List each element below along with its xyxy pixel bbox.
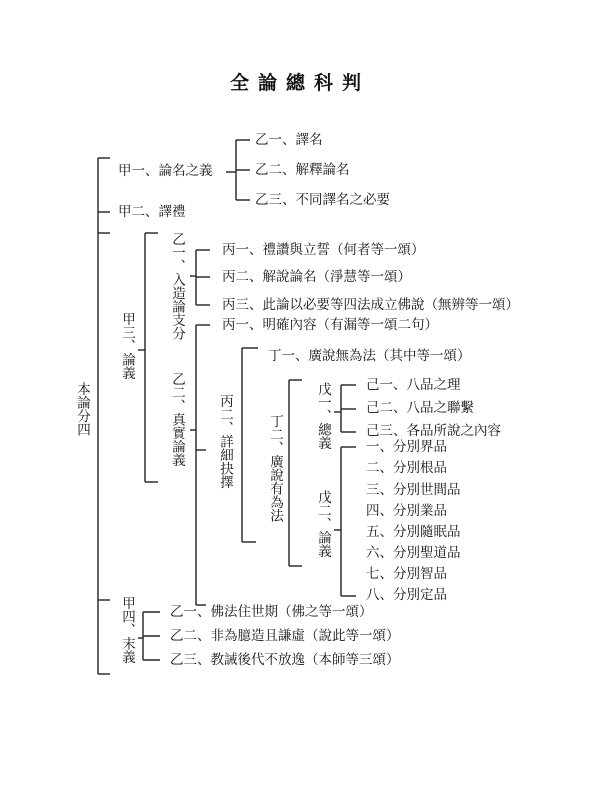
ding2-label: 丁二、廣說有為法: [267, 414, 283, 522]
jia1-label: 甲一、論名之義: [118, 163, 213, 179]
root-label: 本論分四: [74, 382, 90, 436]
wu2-item-8: 八、分別定品: [366, 587, 447, 603]
wu2-item-5: 五、分別隨眠品: [366, 524, 461, 540]
wu2-item-2: 二、分別根品: [366, 460, 447, 476]
wu1-item-2: 己二、八品之聯繫: [366, 400, 474, 416]
wu1-item-1: 己一、八品之理: [366, 377, 461, 393]
jia1-item-1: 乙一、譯名: [255, 132, 323, 148]
jia1-item-2: 乙二、解釋論名: [255, 162, 350, 178]
bing1-label: 丙一、明確內容（有漏等一頌二句）: [222, 317, 438, 333]
wu2-item-7: 七、分別智品: [366, 566, 447, 582]
wu2-item-4: 四、分別業品: [366, 503, 447, 519]
ding1-label: 丁一、廣說無為法（其中等一頌）: [268, 348, 471, 364]
page-title: 全論總科判: [229, 72, 370, 94]
jia3-label: 甲三、論義: [119, 312, 135, 380]
wu2-item-1: 一、分別界品: [366, 439, 447, 455]
jia1-item-3: 乙三、不同譯名之必要: [255, 192, 390, 208]
yi1-item-3: 丙三、此論以必要等四法成立佛說（無辨等一頌）: [222, 297, 519, 313]
jia4-label: 甲四、末義: [119, 596, 135, 664]
wu2-label: 戊二、論義: [315, 490, 331, 558]
yi1-label: 乙一、入造論支分: [169, 232, 185, 340]
yi2-label: 乙二、真實論義: [169, 372, 185, 467]
wu1-label: 戊一、總義: [315, 382, 331, 450]
jia4-item-1: 乙一、佛法住世期（佛之等一頌）: [170, 604, 373, 620]
wu2-item-6: 六、分別聖道品: [366, 545, 461, 561]
wu1-item-3: 己三、各品所說之內容: [366, 423, 501, 439]
wu2-item-3: 三、分別世間品: [366, 482, 461, 498]
jia4-item-3: 乙三、教誡後代不放逸（本師等三頌）: [170, 652, 400, 668]
jia4-item-2: 乙二、非為臆造且謙虛（說此等一頌）: [170, 628, 400, 644]
jia2-label: 甲二、譯禮: [118, 204, 186, 220]
yi1-item-2: 丙二、解說論名（淨慧等一頌）: [222, 269, 411, 285]
bing2-label: 丙二、詳細抉擇: [217, 394, 233, 489]
yi1-item-1: 丙一、禮讚與立誓（何者等一頌）: [222, 242, 425, 258]
